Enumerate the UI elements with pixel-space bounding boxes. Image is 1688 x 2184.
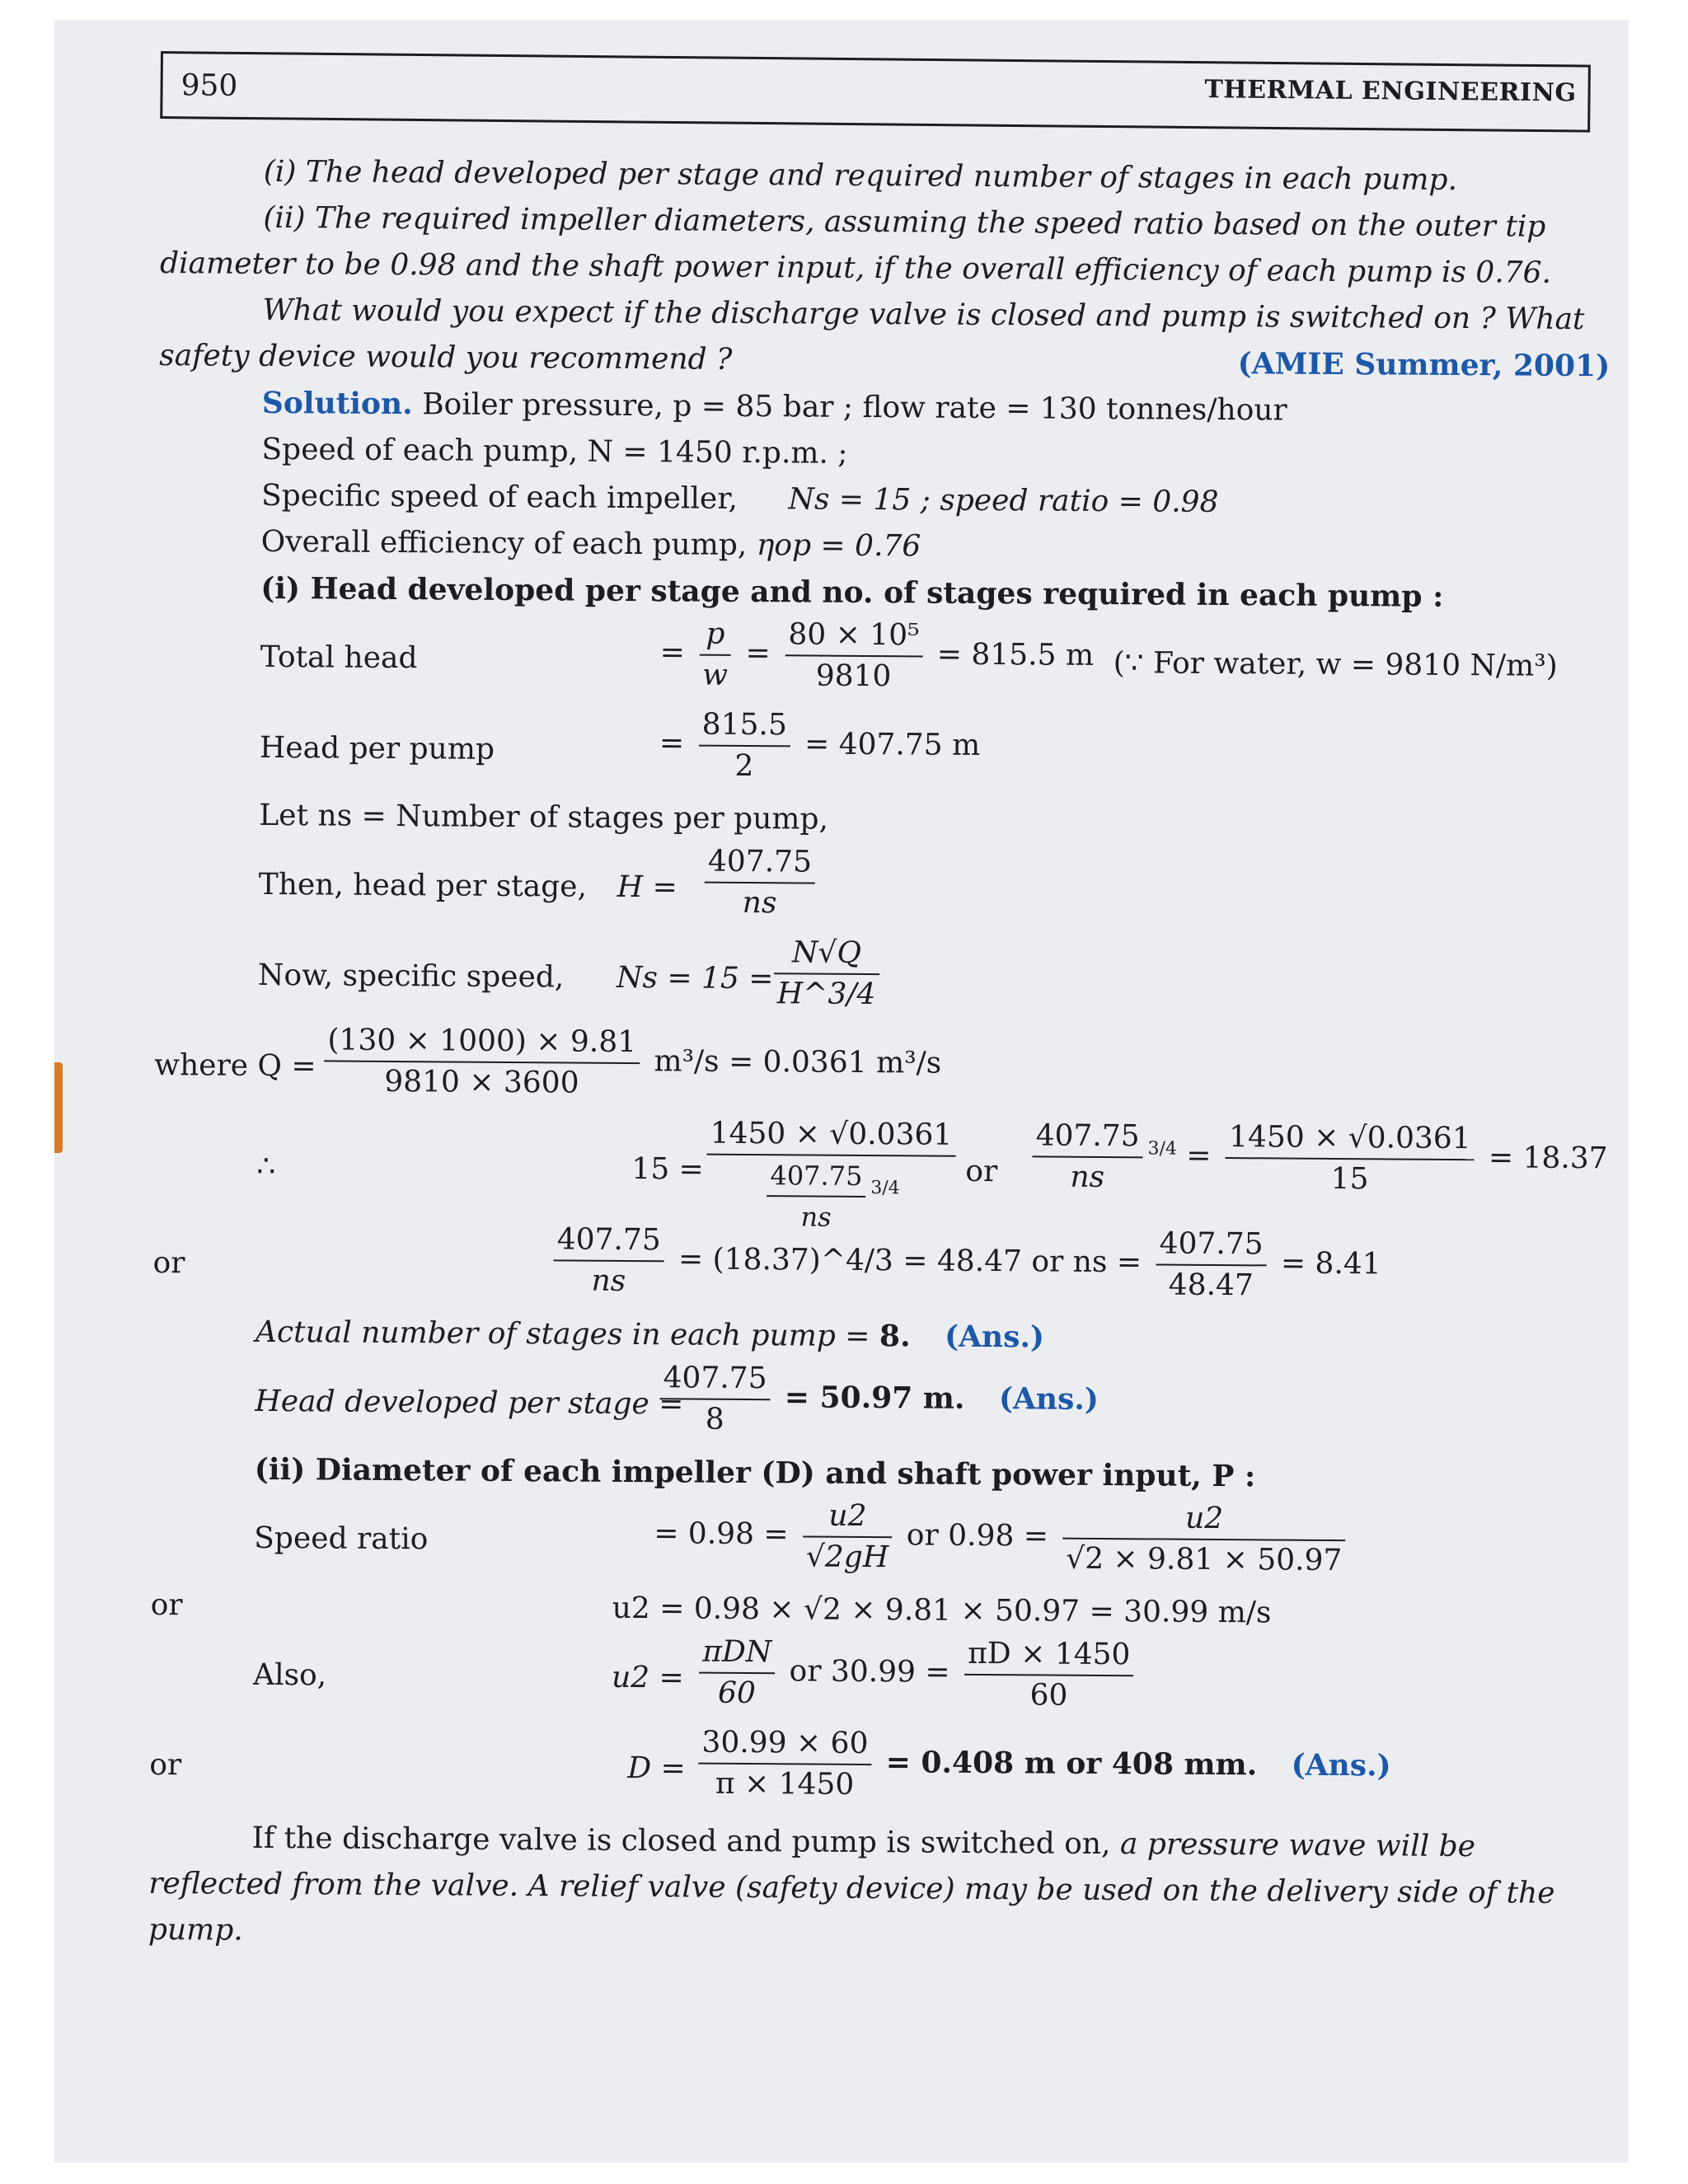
fraction-denominator: π × 1450 — [715, 1766, 855, 1802]
speed-ratio-label: Speed ratio — [254, 1521, 429, 1557]
or-connector: or — [965, 1154, 998, 1189]
fraction-diameter — [698, 1723, 872, 1805]
fraction-denominator: 2 — [734, 748, 754, 784]
diameter-result: = 0.408 m or 408 mm. — [885, 1745, 1258, 1783]
fraction-numerator: 1450 × √0.0361 — [706, 1114, 955, 1157]
ns-equation — [152, 1217, 1604, 1318]
head-developed-result: = 50.97 m. — [784, 1380, 965, 1416]
fraction-head-per-stage — [704, 842, 815, 924]
fraction-denominator: √2gH — [805, 1540, 889, 1575]
stage-equation — [153, 1110, 1608, 1233]
fraction-denominator: ns — [742, 885, 777, 921]
head-per-stage-fraction — [699, 842, 820, 924]
exponent: 3/4 — [1147, 1138, 1178, 1160]
therefore-symbol: ∴ — [256, 1149, 276, 1184]
ns-intermediate: = (18.37)^4/3 = 48.47 or ns = — [678, 1242, 1142, 1280]
question-part-iii — [159, 287, 1611, 389]
also-mid: or 30.99 = — [789, 1654, 950, 1690]
fraction-numerator: 407.75 — [1032, 1116, 1142, 1158]
fraction-flow-rate — [324, 1020, 640, 1104]
exponent: 3/4 — [870, 1178, 900, 1199]
fraction-denominator: ns — [1070, 1160, 1105, 1195]
or-label: or — [152, 1245, 185, 1281]
or-label: or — [149, 1747, 182, 1783]
peripheral-velocity-equation — [150, 1629, 1601, 1729]
total-head-expression: = $\frac{p}{w}$ = $\frac{\text{80 × 10⁵}}{9810}$ = 815.5 m — [659, 614, 1094, 698]
given-efficiency-value: ηop = 0.76 — [756, 528, 921, 564]
total-head-equation — [157, 611, 1608, 711]
water-weight-note: (∵ For water, w = 9810 N/m³) — [1113, 646, 1558, 683]
diameter-equation — [149, 1719, 1601, 1820]
stage-equation-lhs: 15 = — [631, 1152, 704, 1187]
running-title: THERMAL ENGINEERING — [1204, 75, 1577, 108]
speed-ratio-equation — [151, 1492, 1602, 1592]
head-per-stage-label: Then, head per stage, — [258, 867, 588, 904]
page-content — [148, 148, 1611, 1963]
specific-speed-lhs: Ns = 15 = — [616, 960, 774, 996]
stage-equation-result: = 18.37 — [1488, 1141, 1608, 1176]
conclusion-paragraph — [148, 1815, 1600, 1963]
fraction-numerator: 407.75 — [554, 1220, 664, 1262]
fraction-denominator: 48.47 — [1168, 1268, 1254, 1303]
fraction-denominator: ns — [800, 1201, 832, 1233]
question-part-ii: (ii) The required impeller diameters, assuming the speed ratio based on the outer tip diameter to be 0.98 and the shaft power input, if the overall efficiency of each pump is 0.76. — [159, 200, 1552, 290]
question-part-i: (i) The head developed per stage and required number of stages in each pump. — [263, 154, 1458, 197]
fraction-numerator: 407.75 — [659, 1358, 770, 1400]
source-reference: (AMIE Summer, 2001) — [1237, 346, 1611, 384]
fraction-pressure-over-weight — [785, 615, 923, 696]
head-per-stage-lhs: H = — [617, 869, 678, 905]
ns-expression — [548, 1220, 1381, 1306]
fraction-ns — [553, 1220, 664, 1301]
stage-equation-fraction — [701, 1114, 961, 1238]
section-heading-ii: (ii) Diameter of each impeller (D) and shaft power input, P : — [254, 1451, 1256, 1494]
given-specific-speed-label: Specific speed of each impeller, — [260, 478, 738, 516]
fraction-denominator: 8 — [705, 1402, 724, 1436]
fraction-speed-ratio — [803, 1496, 893, 1577]
fraction-numerator: 407.75 — [767, 1155, 865, 1197]
fraction-p-over-w — [699, 615, 732, 696]
page-number: 950 — [181, 68, 238, 103]
where-q-label: where Q = — [154, 1047, 316, 1084]
fraction-denominator: 60 — [717, 1675, 756, 1711]
ns-result: = 8.41 — [1280, 1246, 1381, 1282]
head-developed-expression — [654, 1358, 1099, 1442]
specific-speed-label: Now, specific speed, — [257, 958, 565, 995]
fraction-numerator: N√Q — [774, 933, 879, 975]
fraction-denominator: w — [702, 658, 729, 692]
fraction-denominator: 9810 × 3600 — [384, 1064, 579, 1100]
solution-label: Solution. — [261, 385, 413, 422]
fraction-numerator: πD × 1450 — [964, 1634, 1134, 1676]
speed-ratio-expression — [654, 1495, 1351, 1581]
let-ns-definition: Let ns = Number of stages per pump, — [259, 798, 829, 837]
head-per-pump-label: Head per pump — [259, 730, 495, 766]
flow-rate-expression — [319, 1020, 942, 1105]
page-header — [160, 51, 1591, 133]
total-head-result: = 815.5 m — [936, 637, 1095, 673]
actual-stages-value: 8. — [879, 1319, 911, 1354]
speed-ratio-lhs: = 0.98 = — [654, 1516, 789, 1552]
head-developed-label: Head developed per stage = — [255, 1384, 684, 1422]
given-pump-speed: Speed of each pump, N = 1450 r.p.m. ; — [261, 432, 848, 471]
flow-rate-result: m³/s = 0.0361 m³/s — [654, 1044, 942, 1080]
fraction-numerator: u2 — [1062, 1498, 1346, 1541]
fraction-specific-speed — [774, 933, 879, 1015]
fraction-head-per-pump — [698, 705, 790, 787]
fraction-numerator: 1450 × √0.0361 — [1226, 1118, 1475, 1160]
head-per-stage-equation — [155, 838, 1606, 939]
fraction-numerator: u2 — [803, 1496, 893, 1538]
given-boiler-pressure: Boiler pressure, p = 85 bar ; flow rate = 130 tonnes/hour — [422, 387, 1287, 428]
fraction-speed-ratio-numeric — [1062, 1498, 1346, 1581]
also-expression — [694, 1633, 1139, 1717]
fraction-stage-alt — [1032, 1116, 1143, 1197]
head-per-pump-result: = 407.75 m — [804, 727, 981, 762]
answer-tag: (Ans.) — [944, 1319, 1045, 1355]
answer-tag: (Ans.) — [1291, 1747, 1391, 1783]
section-heading-i: (i) Head developed per stage and no. of stages required in each pump : — [260, 570, 1444, 614]
fraction-denominator: 60 — [1029, 1678, 1068, 1713]
fraction-denominator: 15 — [1330, 1161, 1369, 1197]
fraction-denominator: 9810 — [815, 658, 892, 694]
fraction-numerator: 80 × 10⁵ — [785, 615, 922, 657]
flow-rate-equation — [154, 1019, 1606, 1120]
diameter-lhs: D = — [627, 1751, 686, 1786]
fraction-numerator: (130 × 1000) × 9.81 — [324, 1020, 640, 1064]
fraction-numerator: 407.75 — [1156, 1224, 1266, 1266]
fraction-numerator: 30.99 × 60 — [698, 1723, 871, 1765]
conclusion-lead: If the discharge valve is closed and pump is switched on, — [251, 1821, 1111, 1862]
head-developed-equation — [152, 1355, 1603, 1455]
fraction-peripheral-velocity-numeric — [964, 1634, 1134, 1716]
diameter-expression — [693, 1723, 1391, 1809]
fraction-ns-value — [1156, 1224, 1267, 1305]
page-tab-marker — [54, 1062, 63, 1153]
conclusion-body: a pressure wave will be reflected from the valve. A relief valve (safety device) may be used on the delivery side of the pump. — [148, 1827, 1555, 1947]
fraction-stage-equation — [706, 1114, 956, 1238]
specific-speed-equation — [155, 929, 1606, 1029]
total-head-label: Total head — [260, 640, 418, 676]
head-per-pump-equation — [157, 701, 1608, 802]
question-part-iii-text: What would you expect if the discharge valve is closed and pump is switched on ? What safety device would you recommend ? — [159, 293, 1585, 377]
or-label: or — [150, 1587, 183, 1623]
fraction-head-developed — [659, 1358, 771, 1440]
also-label: Also, — [252, 1657, 327, 1693]
speed-ratio-mid: or 0.98 = — [906, 1518, 1049, 1554]
stage-equation-alt: $\frac{407.75}{ns}$ $^{3/4}$ = $\frac{1450 \times √0.0361}{15}$ = 18.37 — [1027, 1116, 1608, 1201]
also-lhs: u2 = — [611, 1660, 684, 1695]
fraction-numerator: πDN — [699, 1633, 775, 1675]
fraction-numerator: 407.75 — [705, 842, 815, 884]
fraction-denominator: ns — [591, 1263, 626, 1298]
fraction-numerator: p — [699, 615, 731, 656]
fraction-peripheral-velocity — [699, 1633, 776, 1714]
fraction-stage-alt-rhs — [1226, 1118, 1475, 1200]
given-specific-speed-value: Ns = 15 ; speed ratio = 0.98 — [788, 482, 1219, 519]
fraction-denominator: √2 × 9.81 × 50.97 — [1066, 1541, 1343, 1578]
u2-line: u2 = 0.98 × √2 × 9.81 × 50.97 = 30.99 m/s — [612, 1591, 1272, 1630]
given-efficiency-label: Overall efficiency of each pump, — [260, 524, 748, 562]
head-per-pump-expression: = $\frac{815.5}{2}$ = 407.75 m — [659, 705, 981, 788]
actual-stages-label: Actual number of stages in each pump = — [255, 1315, 870, 1354]
answer-tag: (Ans.) — [998, 1381, 1100, 1417]
specific-speed-fraction — [769, 933, 884, 1015]
fraction-numerator: 815.5 — [699, 705, 790, 748]
fraction-denominator: H^3/4 — [776, 977, 876, 1012]
